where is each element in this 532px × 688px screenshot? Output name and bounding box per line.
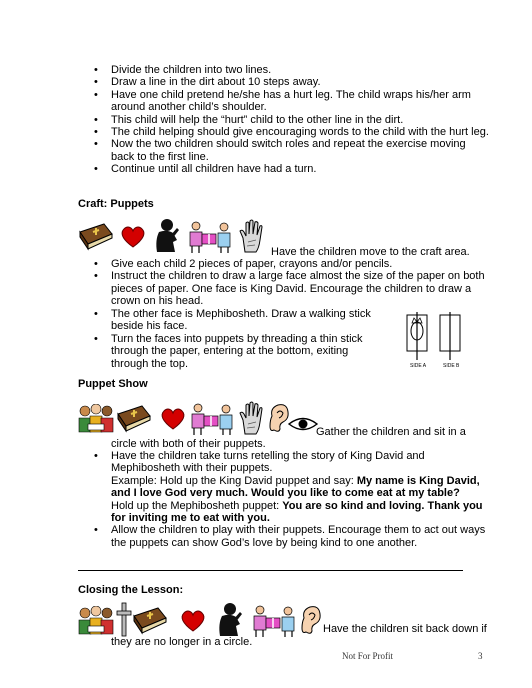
list-item: • Divide the children into two lines. [111,64,491,76]
craft-list [111,258,493,308]
ear-icon [300,604,322,636]
hold-prefix: Hold up the Mephibosheth puppet: [111,499,283,512]
list-item: • Give each child 2 pieces of paper, crayons and/or pencils. [111,258,493,270]
craft-intro: Have the children move to the craft area. [271,246,470,258]
praying-child-icon [216,602,244,638]
hand-icon [238,218,266,254]
list-item: • Allow the children to play with their puppets. Encourage them to act out ways the puppets can show God’s love by being kind to one another. [111,524,493,549]
footer-text: Not For Profit [342,651,394,661]
praying-child-icon [153,218,181,254]
gift-giving-children-icon [252,604,296,638]
bible-icon [132,606,168,636]
list-item: • Now the two children should switch roles and repeat the exercise moving back to the first line. [111,138,491,163]
gift-giving-children-icon [190,402,234,436]
puppet-diagram [402,312,466,368]
page-number: 3 [478,651,483,661]
closing-line1: Have the children sit back down if [323,623,487,635]
eye-icon [288,416,318,432]
ear-icon [268,402,290,434]
heart-icon [160,407,186,431]
list-item: • Have one child pretend he/she has a hurt leg. The child wraps his/her arm around another child’s shoulder. [111,89,491,114]
puppet-show-intro-line1: Gather the children and sit in a [316,426,466,438]
heart-icon [120,225,146,249]
list-item-text: Have the children take turns retelling the story of King David and Mephibosheth with their puppets. [111,450,425,475]
figure-label-side-b: SIDE B [443,363,460,368]
intro-list [111,64,491,176]
list-item: • Instruct the children to draw a large face almost the size of the paper on both pieces of paper. One face is King David. Encourage the children to draw a crown on his head. [111,270,493,307]
example-prefix: Example: Hold up the King David puppet and say: [111,474,357,487]
list-item: • Turn the faces into puppets by threading a thin stick through the paper, entering at the bottom, exiting through the top. [111,333,373,370]
craft-list-continued [111,308,373,370]
puppet-show-intro-line2: circle with both of their puppets. [111,438,266,450]
figure-label-side-a: SIDE A [410,363,427,368]
cross-icon [116,602,132,638]
list-item [111,450,493,524]
gift-giving-children-icon [188,220,232,254]
puppet-show-list [111,450,493,549]
group-reading-icon [78,404,114,434]
craft-heading: Craft: Puppets [78,198,154,210]
list-item: • The child helping should give encouraging words to the child with the hurt leg. [111,126,491,138]
heart-icon [180,609,206,633]
section-divider [78,570,463,571]
example-quote: My name is King David, and I love God very much. Would you like to come eat at my table? [111,474,480,500]
list-item: • Continue until all children have had a turn. [111,163,491,175]
list-item: • Draw a line in the dirt about 10 steps away. [111,76,491,88]
list-item: • The other face is Mephibosheth. Draw a walking stick beside his face. [111,308,373,333]
puppet-show-icon-row [78,398,318,438]
closing-line2: they are no longer in a circle. [111,636,253,648]
group-reading-icon [78,606,114,636]
craft-icon-row [78,216,268,256]
puppet-show-heading: Puppet Show [78,378,148,390]
list-item: • This child will help the “hurt” child to the other line in the dirt. [111,114,491,126]
bible-icon [116,404,152,434]
closing-icon-row [78,600,328,640]
hold-quote: You are so kind and loving. Thank you for inviting me to eat with you. [111,499,483,525]
hand-icon [238,400,266,436]
closing-heading: Closing the Lesson: [78,584,184,596]
bible-icon [78,222,114,252]
